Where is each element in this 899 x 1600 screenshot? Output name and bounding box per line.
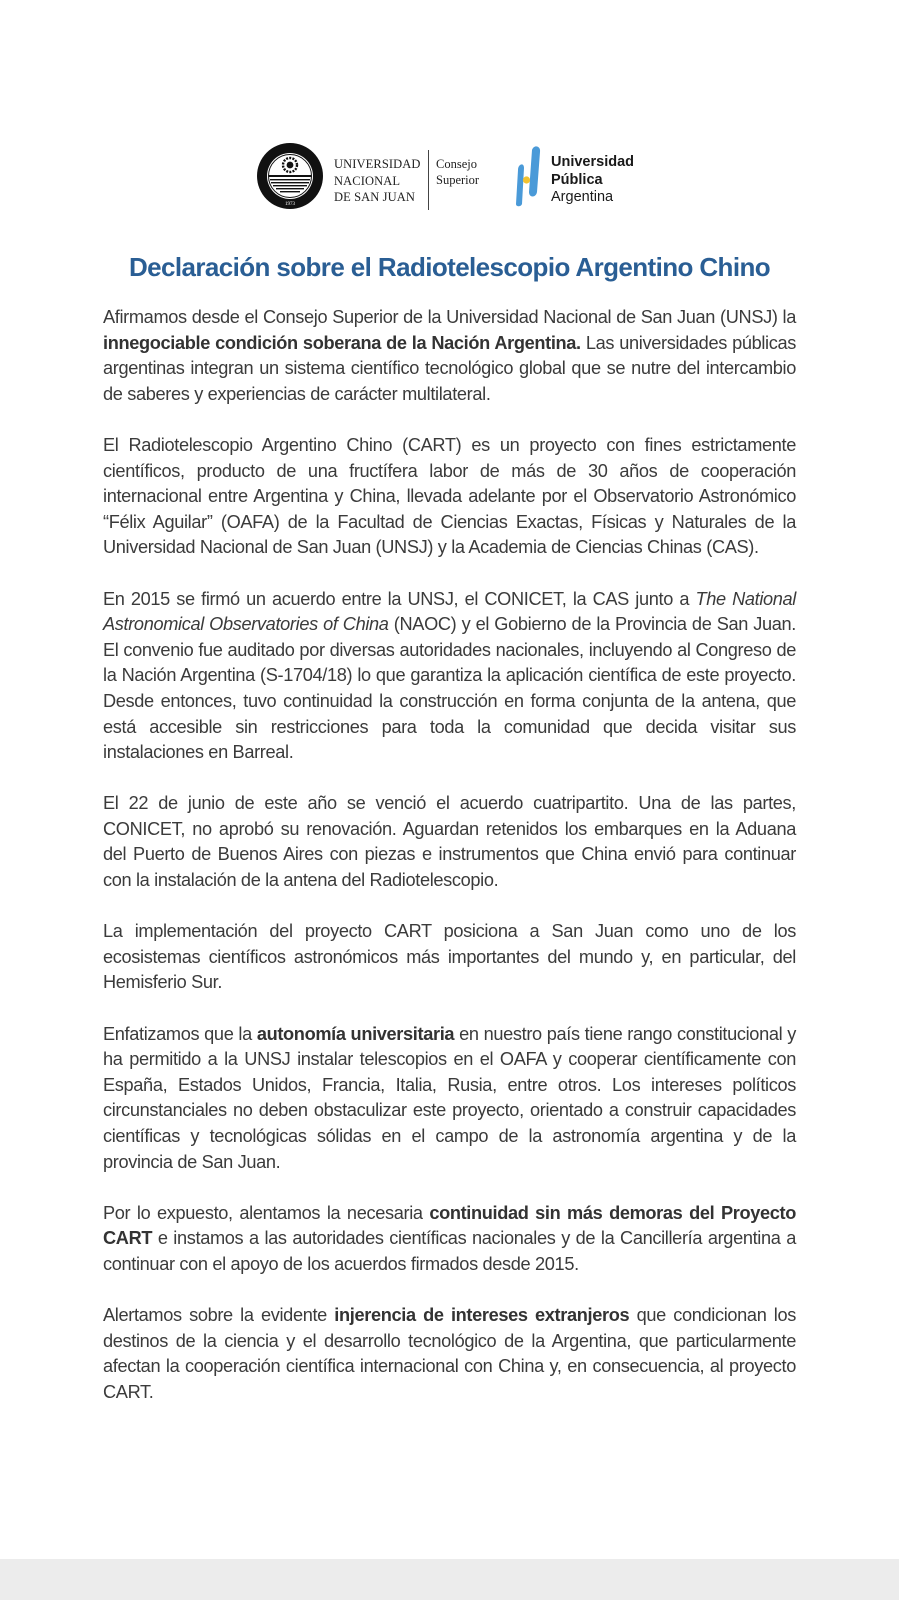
footer-band (0, 1559, 899, 1600)
unsj-seal-icon (256, 142, 324, 210)
paragraph-1: Afirmamos desde el Consejo Superior de la Universidad Nacional de San Juan (UNSJ) la innegociable condición soberana de la Nación Argentina. Las universidades públicas argentinas integran un sistema científico tecnológico global que se nutre del intercambio de saberes y experiencias de carácter multilateral. (103, 307, 796, 404)
upa-logo-icon (512, 144, 544, 208)
council-name: Consejo Superior (436, 157, 480, 187)
paragraph-6: Enfatizamos que la autonomía universitaria en nuestro país tiene rango constitucional y ha permitido a la UNSJ instalar telescopios en el OAFA y cooperar científicamente con España, Estados Unidos, Francia, Italia, Rusia, entre otros. Los intereses políticos circunstanciales no deben obstaculizar este proyecto, orientado a construir capacidades científicas y tecnológicas sólidas en el campo de la astronomía argentina y de la provincia de San Juan. (103, 1023, 796, 1172)
paragraph-4: El 22 de junio de este año se venció el acuerdo cuatripartito. Una de las partes, CONICET, no aprobó su renovación. Aguardan retenidos los embarques en la Aduana del Puerto de Buenos Aires con piezas e instrumentos que China envió para continuar con la instalación de la antena del Radiotelescopio. (103, 793, 796, 891)
paragraph-3: En 2015 se firmó un acuerdo entre la UNSJ, el CONICET, la CAS junto a The National Astronomical Observatories of China (NAOC) y el Gobierno de la Provincia de San Juan. El convenio fue auditado por diversas autoridades nacionales, incluyendo al Congreso de la Nación Argentina (S-1704/18) lo que garantiza la aplicación científica de este proyecto. Desde entonces, tuvo continuidad la construcción en forma conjunta de la antena, que está accesible sin restricciones para toda la comunidad que decida visitar sus instalaciones en Barreal. (103, 588, 797, 763)
paragraph-7: Por lo expuesto, alentamos la necesaria continuidad sin más demoras del Proyecto CART e instamos a las autoridades científicas nacionales y de la Cancillería argentina a continuar con el apoyo de los acuerdos firmados desde 2015. (103, 1202, 797, 1274)
svg-text:1973: 1973 (285, 202, 295, 207)
page-title: Declaración sobre el Radiotelescopio Argentino Chino (128, 252, 771, 282)
paragraph-2: El Radiotelescopio Argentino Chino (CART) es un proyecto con fines estrictamente científicos, producto de una fructífera labor de más de 30 años de cooperación internacional entre Argentina y China, llevada adelante por el Observatorio Astronómico “Félix Aguilar” (OAFA) de la Facultad de Ciencias Exactas, Físicas y Naturales de la Universidad Nacional de San Juan (UNSJ) y la Academia de Ciencias Chinas (CAS). (103, 434, 796, 558)
header-logos (256, 142, 646, 214)
paragraph-8: Alertamos sobre la evidente injerencia de intereses extranjeros que condicionan los destinos de la ciencia y el desarrollo tecnológico de la Argentina, que particularmente afectan la cooperación científica internacional con China y, en consecuencia, al proyecto CART. (103, 1305, 797, 1402)
paragraph-5: La implementación del proyecto CART posiciona a San Juan como uno de los ecosistemas científicos astronómicos más importantes del mundo y, en particular, del Hemisferio Sur. (103, 921, 796, 993)
declaration-body (103, 305, 796, 1431)
upa-name: Universidad Pública Argentina (551, 154, 634, 205)
unsj-name: UNIVERSIDAD NACIONAL DE SAN JUAN (334, 157, 421, 204)
logo-divider (428, 150, 429, 210)
